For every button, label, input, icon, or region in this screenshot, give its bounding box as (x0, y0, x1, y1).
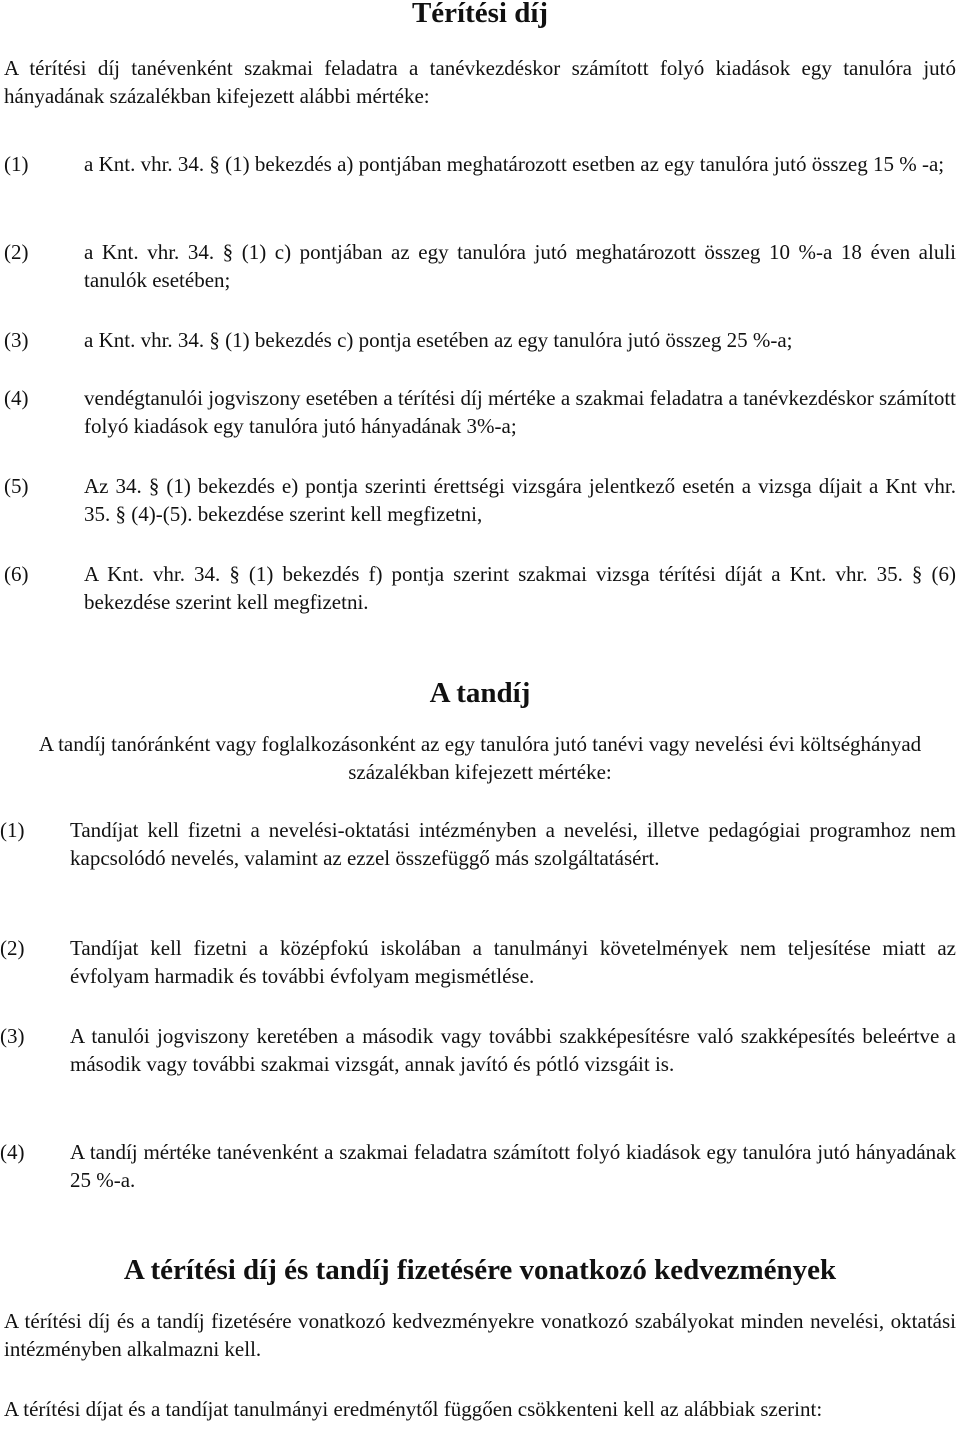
section-intro: A térítési díj tanévenként szakmai feladatra a tanévkezdéskor számított folyó kiadások egy tanulóra jutó hányadának százalékban kifejezett alábbi mértéke: (4, 56, 956, 108)
list-item (4, 472, 956, 528)
item-text: a Knt. vhr. 34. § (1) c) pontjában az egy tanulóra jutó meghatározott összeg 10 %-a 18 éven aluli tanulók esetében; (84, 240, 956, 292)
list-item (4, 238, 956, 294)
item-number: (3) (4, 328, 29, 352)
section-intro: A tandíj tanóránként vagy foglalkozásonként az egy tanulóra jutó tanévi vagy nevelési évi költséghányad százalékban kifejezett mértéke: (38, 732, 922, 784)
list-item (0, 816, 956, 872)
section-title-kedvezmenyek: A térítési díj és tandíj fizetésére vonatkozó kedvezmények (123, 1254, 837, 1286)
section-title-teritesi-dij: Térítési díj (411, 0, 549, 29)
item-text: Tandíjat kell fizetni a nevelési-oktatási intézményben a nevelési, illetve pedagógiai programhoz nem kapcsolódó nevelés, valamint az ezzel összefüggő más szolgáltatásért. (70, 818, 956, 870)
item-number: (4) (0, 1140, 25, 1164)
item-text: a Knt. vhr. 34. § (1) bekezdés c) pontja esetében az egy tanulóra jutó összeg 25 %-a; (84, 328, 793, 352)
list-item (4, 560, 956, 616)
paragraph: A térítési díj és a tandíj fizetésére vonatkozó kedvezményekre vonatkozó szabályokat minden nevelési, oktatási intézményben alkalmazni kell. (4, 1309, 956, 1361)
item-text: A Knt. vhr. 34. § (1) bekezdés f) pontja szerint szakmai vizsga térítési díját a Knt. vhr. 35. § (6) bekezdése szerint kell megfizetni. (84, 562, 956, 614)
section-title-tandij: A tandíj (429, 677, 531, 709)
list-item (4, 326, 956, 354)
list-item (4, 150, 956, 178)
list-item (0, 1022, 956, 1078)
list-item (0, 934, 956, 990)
item-number: (4) (4, 386, 29, 410)
item-number: (1) (0, 818, 25, 842)
item-text: A tandíj mértéke tanévenként a szakmai feladatra számított folyó kiadások egy tanulóra jutó hányadának 25 %-a. (70, 1140, 956, 1192)
item-text: A tanulói jogviszony keretében a második vagy további szakképesítésre való szakképesítés beleértve a második vagy további szakmai vizsgát, annak javító és pótló vizsgáit is. (70, 1024, 956, 1076)
list-item (4, 384, 956, 440)
paragraph: A térítési díjat és a tandíjat tanulmányi eredménytől függően csökkenteni kell az alábbiak szerint: (4, 1397, 823, 1421)
item-text: vendégtanulói jogviszony esetében a térítési díj mértéke a szakmai feladatra a tanévkezdéskor számított folyó kiadások egy tanulóra jutó hányadának 3%-a; (84, 386, 956, 438)
item-number: (3) (0, 1024, 25, 1048)
item-number: (2) (0, 936, 25, 960)
item-text: a Knt. vhr. 34. § (1) bekezdés a) pontjában meghatározott esetben az egy tanulóra jutó összeg 15 % -a; (84, 152, 945, 176)
item-number: (6) (4, 562, 29, 586)
item-text: Tandíjat kell fizetni a középfokú iskolában a tanulmányi követelmények nem teljesítése miatt az évfolyam harmadik és további évfolyam megismétlése. (70, 936, 956, 988)
item-number: (2) (4, 240, 29, 264)
list-item (0, 1138, 956, 1194)
item-number: (1) (4, 152, 29, 176)
item-number: (5) (4, 474, 29, 498)
item-text: Az 34. § (1) bekezdés e) pontja szerinti érettségi vizsgára jelentkező esetén a vizsga díjait a Knt vhr. 35. § (4)-(5). bekezdése szerint kell megfizetni, (84, 474, 956, 526)
